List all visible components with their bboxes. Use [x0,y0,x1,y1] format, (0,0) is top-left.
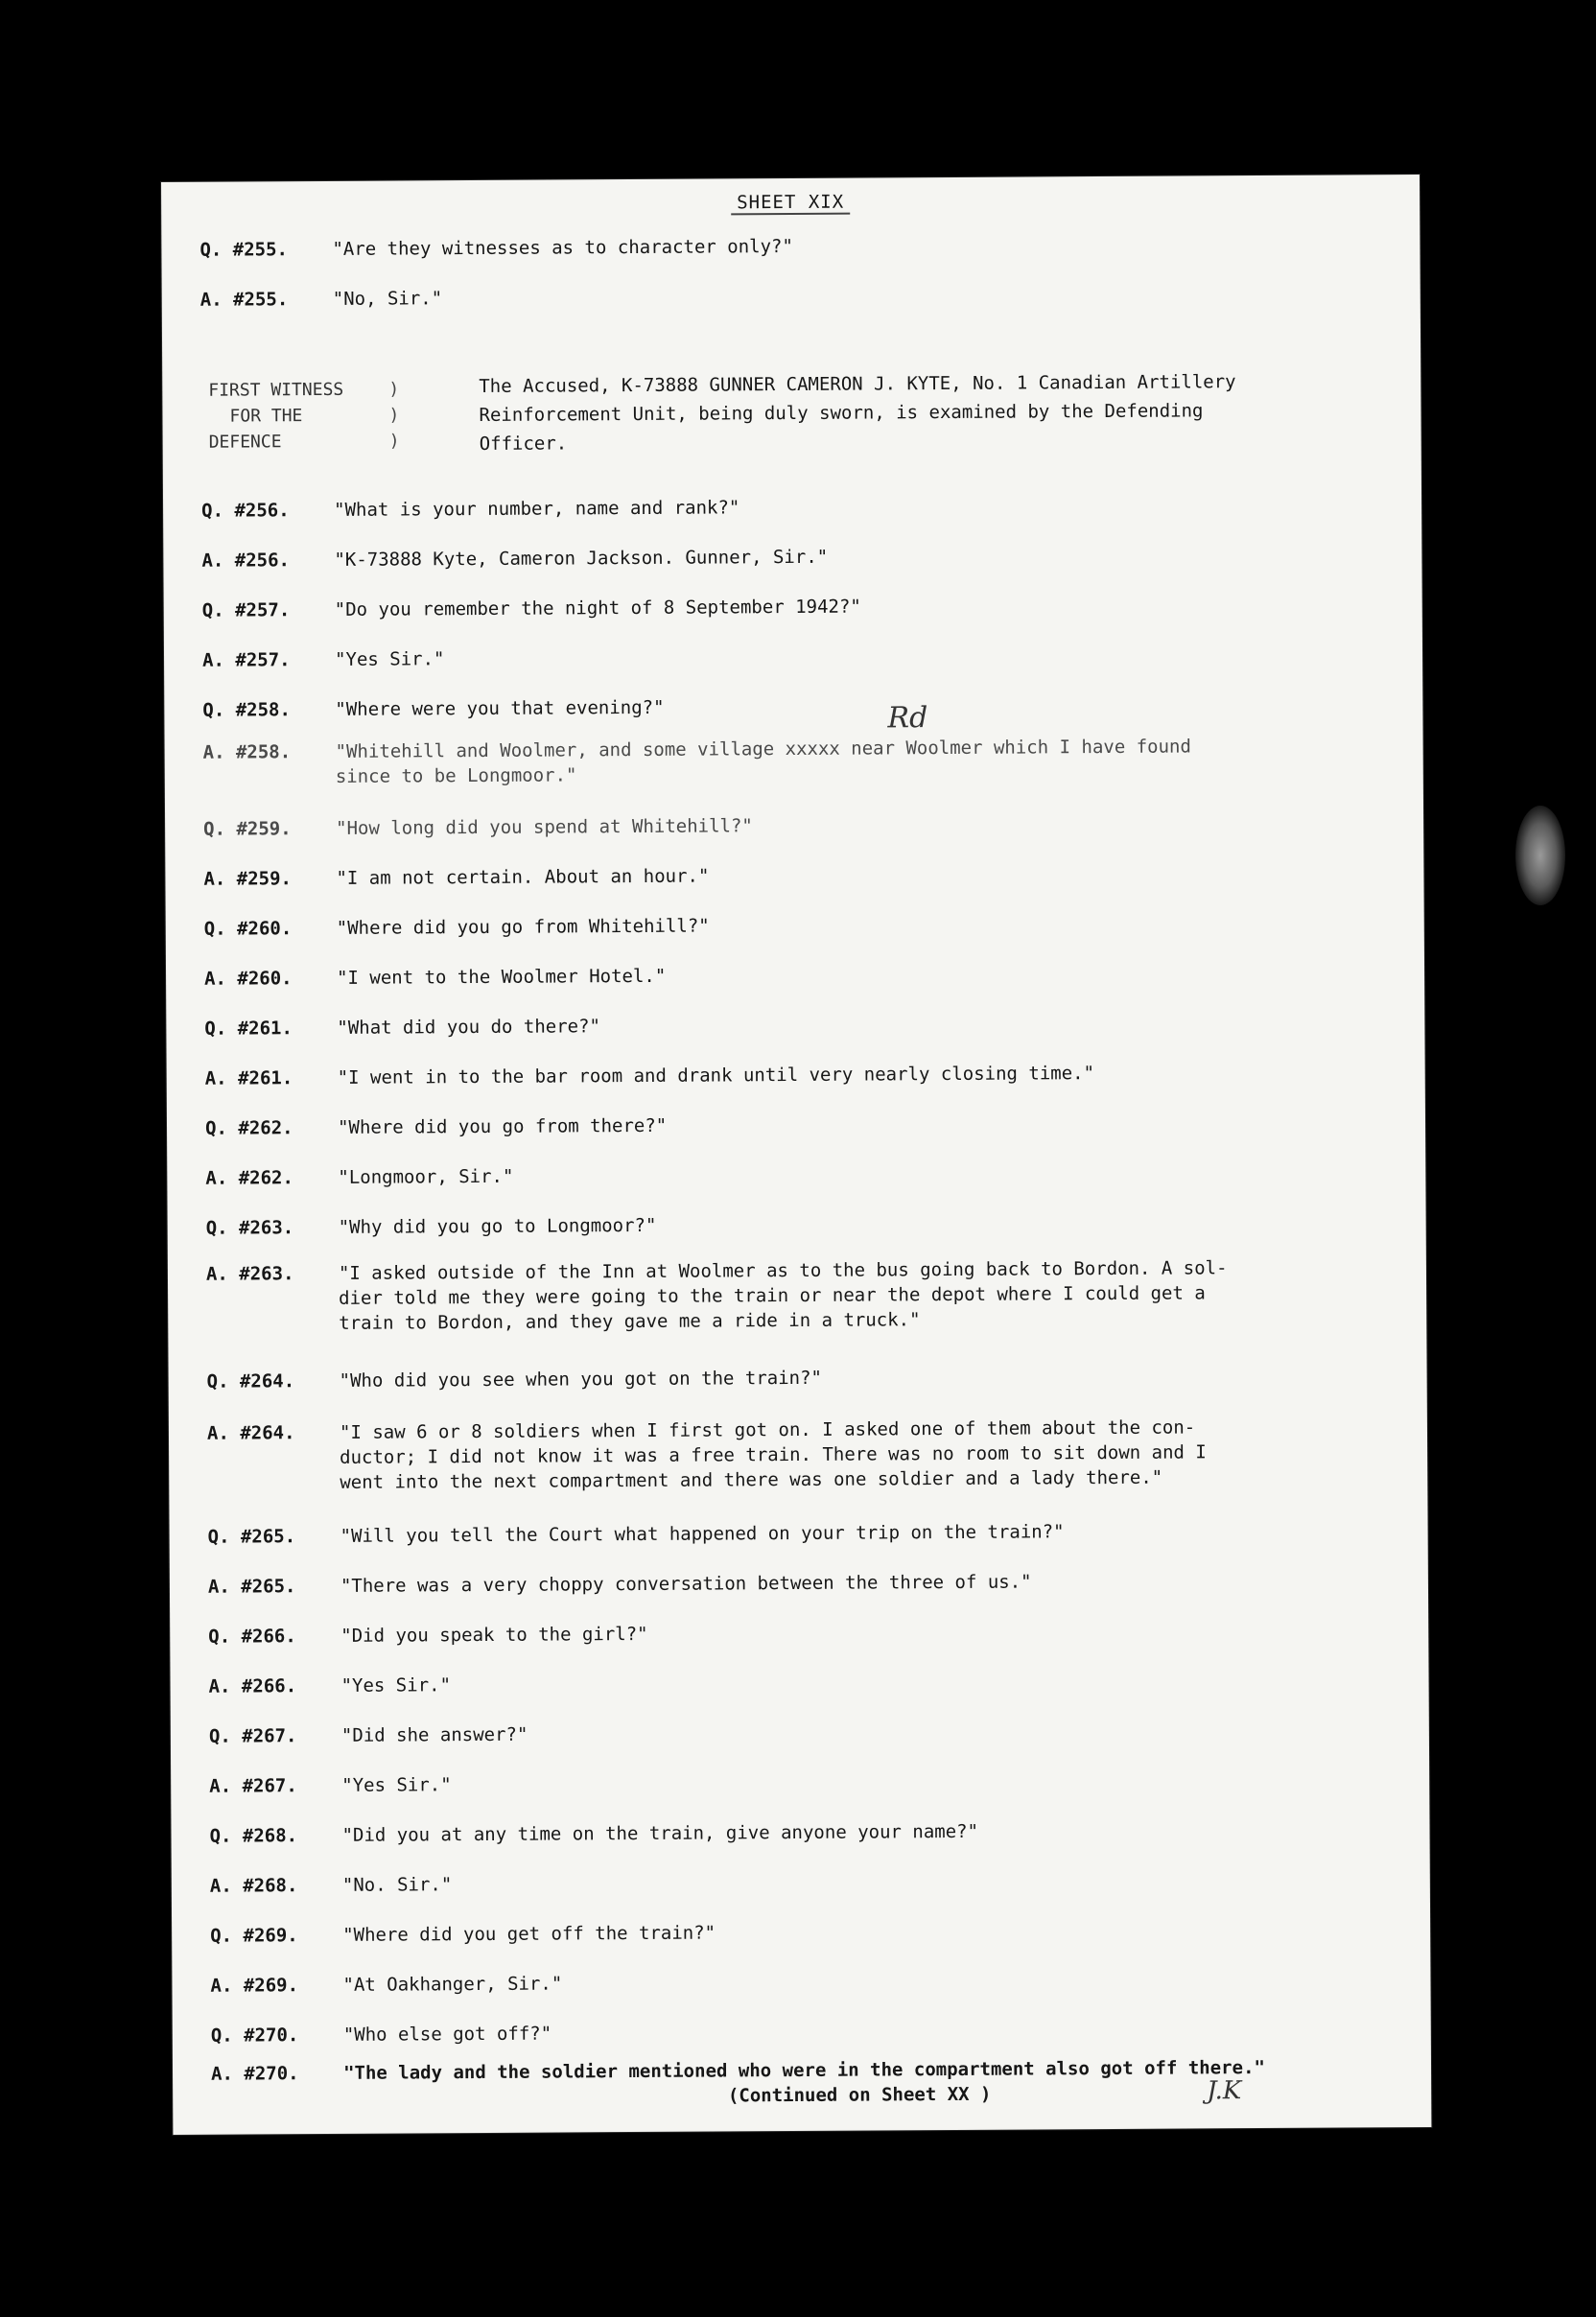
transcript-line: Q. #270. "Who else got off?" [210,2023,552,2047]
transcript-line: A. #256. "K-73888 Kyte, Cameron Jackson. Gunner, Sir." [201,546,829,572]
transcript-line: Q. #266. "Did you speak to the girl?" [208,1623,648,1648]
transcript-line: Q. #257. "Do you remember the night of 8 September 1942?" [201,596,861,621]
transcript-line: Q. #255. "Are they witnesses as to character only?" [200,235,793,261]
transcript-line: A. #263. "I asked outside of the Inn at Woolmer as to the bus going back to Bordon. A sol- dier told me they were going to the train or near the depot where I could get a train to Bordon, and they gave me a ride in a truck." [205,1257,1228,1334]
transcript-line: A. #259. "I am not certain. About an hour." [203,865,710,890]
witness-brace: ) ) ) [388,379,400,452]
transcript-line: A. #260. "I went to the Woolmer Hotel." [204,965,667,990]
handwritten-initials: J.K [1207,2076,1242,2106]
transcript-line: A. #267. "Yes Sir." [209,1774,452,1797]
transcript-line: A. #269. "At Oakhanger, Sir." [210,1973,563,1997]
document-page [161,175,1431,2135]
transcript-line: A. #255. "No, Sir." [200,288,443,311]
transcript-line: A. #258. "Whitehill and Woolmer, and some village xxxxx near Woolmer which I have found since to be Longmoor." [202,736,1191,787]
transcript-line: A. #268. "No. Sir." [209,1874,453,1897]
continued-note: (Continued on Sheet XX ) [727,2083,992,2107]
transcript-line: Q. #263. "Why did you go to Longmoor?" [205,1214,657,1239]
transcript-line: A. #261. "I went in to the bar room and drank until very nearly closing time." [204,1063,1095,1089]
transcript-line: Q. #269. "Where did you get off the train?" [210,1922,716,1947]
transcript-line: Q. #260. "Where did you go from Whitehill?" [203,915,710,940]
transcript-line: Q. #261. "What did you do there?" [204,1016,600,1040]
sheet-header: SHEET XIX [161,188,1420,217]
transcript-line: A. #270. "The lady and the soldier mentioned who were in the compartment also got off there." [210,2057,1265,2085]
transcript-line: A. #264. "I saw 6 or 8 soldiers when I first got on. I asked one of them about the con- ductor; I did not know it was a free train. There was no room to sit down and I went into the next compartment and there was one soldier and a lady there." [206,1416,1207,1493]
transcript-line: A. #265. "There was a very choppy conversation between the three of us." [207,1571,1032,1598]
transcript-line: Q. #265. "Will you tell the Court what happened on your trip on the train?" [207,1521,1065,1548]
transcript-line: Q. #259. "How long did you spend at Whitehill?" [203,815,753,840]
film-smudge [1515,806,1565,905]
transcript-line: Q. #268. "Did you at any time on the train, give anyone your name?" [209,1820,979,1847]
transcript-line: A. #266. "Yes Sir." [208,1674,452,1697]
transcript-line: Q. #267. "Did she answer?" [208,1723,528,1747]
transcript-line: Q. #264. "Who did you see when you got on the train?" [206,1367,823,1393]
witness-introduction: The Accused, K-73888 GUNNER CAMERON J. KYTE, No. 1 Canadian Artillery Reinforcement Unit, being duly sworn, is examined by the Defending Officer. [479,371,1236,455]
transcript-line: Q. #256. "What is your number, name and rank?" [201,497,740,522]
transcript-line: Q. #258. "Where were you that evening?" [202,696,665,721]
transcript-line: Q. #262. "Where did you go from there?" [204,1114,668,1139]
transcript-line: A. #262. "Longmoor, Sir." [205,1165,514,1189]
witness-label: FIRST WITNESS FOR THE DEFENCE [208,379,344,453]
pencil-annotation: Rd [887,701,928,736]
transcript-line: A. #257. "Yes Sir." [201,648,445,671]
